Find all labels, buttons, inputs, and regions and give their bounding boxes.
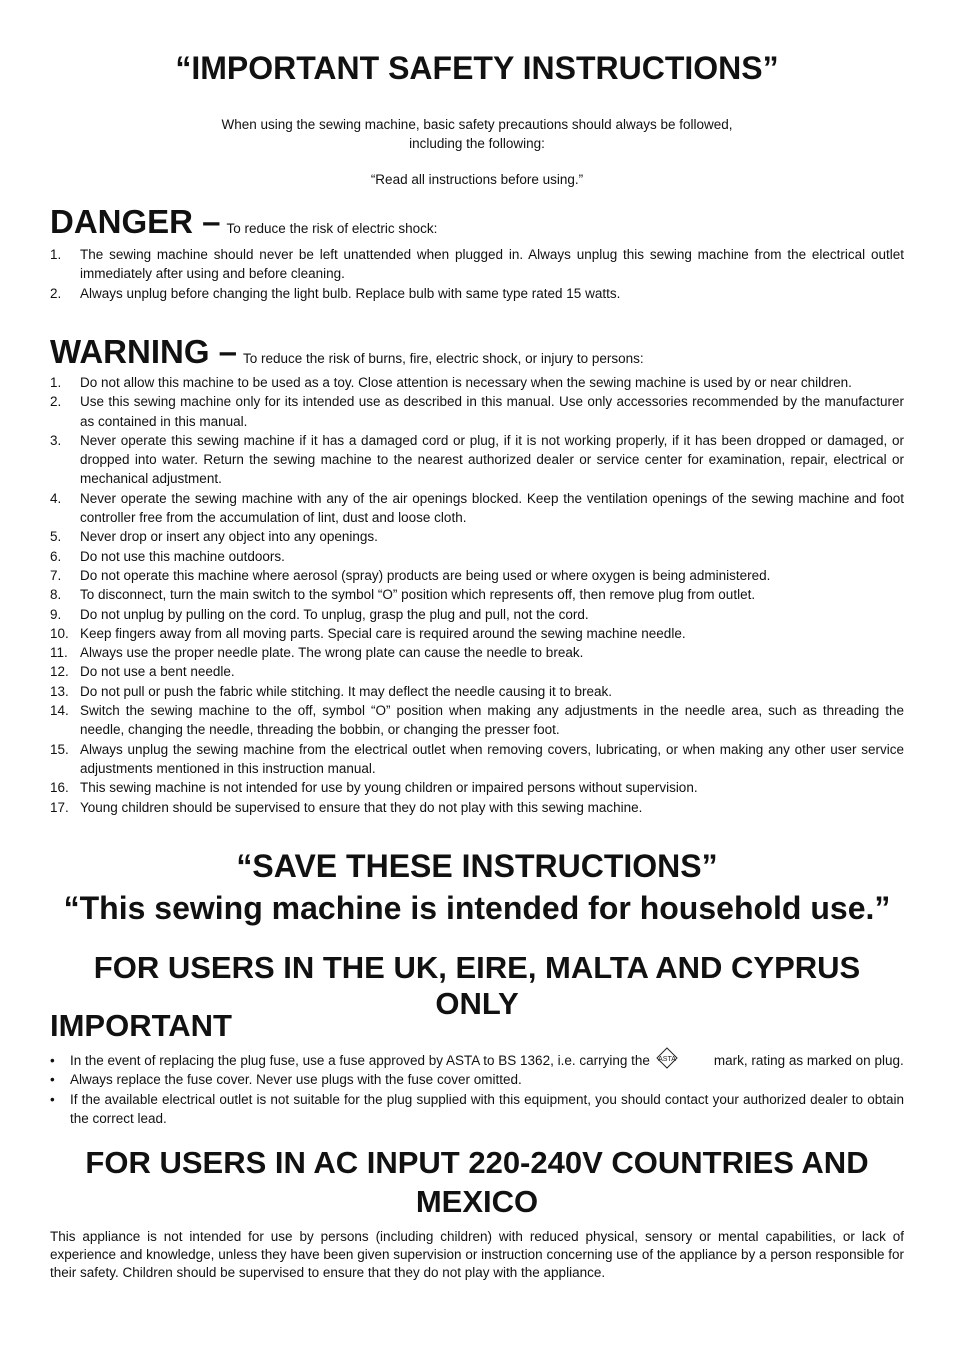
list-item [50, 682, 904, 701]
list-item [50, 1090, 904, 1129]
item-text: Never drop or insert any object into any openings. [80, 529, 378, 545]
intro-text [50, 115, 904, 153]
list-item [50, 527, 904, 546]
item-text: Switch the sewing machine to the off, symbol “O” position when making any adjustments in the needle area, such as threading the needle, changing the needle, threading the bobbin, or changing the presser foot. [80, 703, 904, 738]
item-text: Use this sewing machine only for its intended use as described in this manual. Use only accessories recommended by the manufacturer as contained in this manual. [80, 394, 904, 429]
item-text: Never operate this sewing machine if it has a damaged cord or plug, if it is not working properly, if it has been dropped or damaged, or dropped into water. Return the sewing machine to the nearest authorized dealer or service center for examination, repair, electrical or mechanical adjustment. [80, 432, 904, 487]
list-item [50, 431, 904, 489]
item-number: 2. [50, 394, 62, 410]
bullet-marker: • [50, 1091, 55, 1107]
item-number: 12. [50, 664, 69, 680]
list-item [50, 373, 904, 392]
item-number: 11. [50, 645, 68, 661]
item-number: 2. [50, 285, 62, 301]
save-heading: “SAVE THESE INSTRUCTIONS” [236, 848, 718, 884]
list-item [50, 1070, 904, 1089]
list-item [50, 778, 904, 797]
list-item [50, 624, 904, 643]
danger-heading [50, 203, 904, 241]
item-text: Do not pull or push the fabric while stitching. It may deflect the needle causing it to break. [80, 683, 613, 699]
bullet-text: Always replace the fuse cover. Never use plugs with the fuse cover omitted. [70, 1072, 522, 1088]
list-item [50, 566, 904, 585]
ac-text: This appliance is not intended for use by persons (including children) with reduced physical, sensory or mental capabilities, or lack of experience and knowledge, unless they have been given supervision or instruction concerning use of the appliance by a person responsible for their safety. Children should be supervised to ensure that they do not play with the appliance. [50, 1229, 904, 1280]
item-number: 4. [50, 490, 62, 506]
danger-subheading: To reduce the risk of electric shock: [226, 221, 438, 236]
svg-text:ASTA: ASTA [657, 1056, 676, 1064]
page-title: “IMPORTANT SAFETY INSTRUCTIONS” [175, 50, 779, 86]
item-text: Do not unplug by pulling on the cord. To unplug, grasp the plug and pull, not the cord. [80, 606, 589, 622]
list-item [50, 392, 904, 431]
item-text: Do not operate this machine where aerosol (spray) products are being used or where oxygen is being administered. [80, 567, 771, 583]
item-text: This sewing machine is not intended for use by young children or impaired persons without supervision. [80, 780, 698, 796]
household-heading: “This sewing machine is intended for household use.” [63, 890, 891, 926]
uk-bullets [50, 1051, 904, 1128]
item-number: 1. [50, 247, 62, 262]
bullet-text-after: mark, rating as marked on plug. [713, 1053, 904, 1068]
item-text: Never operate the sewing machine with any of the air openings blocked. Keep the ventilation openings of the sewing machine and foot controller free from the accumulation of lint, dust and loose cloth. [80, 490, 904, 526]
list-item [50, 605, 904, 624]
important-heading: IMPORTANT [50, 1008, 232, 1043]
item-text: Young children should be supervised to ensure that they do not play with this sewing machine. [80, 799, 643, 815]
intro-line-1: When using the sewing machine, basic safety precautions should always be followed, [221, 117, 733, 132]
list-item [50, 245, 904, 284]
uk-heading: FOR USERS IN THE UK, EIRE, MALTA AND CYPRUS ONLY [93, 950, 861, 1021]
danger-label: DANGER – [50, 203, 221, 240]
intro-line-2: including the following: [409, 136, 545, 151]
warning-list [50, 373, 904, 817]
asta-mark-icon [656, 1047, 678, 1069]
item-text: Do not allow this machine to be used as a toy. Close attention is necessary when the sewing machine is used by or near children. [80, 375, 852, 390]
bullet-text-before: In the event of replacing the plug fuse, use a fuse approved by ASTA to BS 1362, i.e. carrying the [70, 1053, 650, 1068]
item-number: 1. [50, 375, 62, 390]
list-item [50, 284, 904, 303]
bullet-marker: • [50, 1072, 55, 1088]
bullet-text: If the available electrical outlet is not suitable for the plug supplied with this equipment, you should contact your authorized dealer to obtain the correct lead. [70, 1091, 904, 1126]
list-item [50, 701, 904, 740]
warning-heading [50, 333, 904, 371]
item-number: 5. [50, 529, 62, 545]
item-text: Always use the proper needle plate. The wrong plate can cause the needle to break. [80, 645, 584, 661]
item-text: Do not use this machine outdoors. [80, 548, 285, 564]
item-number: 14. [50, 703, 69, 719]
item-number: 7. [50, 567, 62, 583]
item-text: Always unplug the sewing machine from the electrical outlet when removing covers, lubricating, or when making any other user service adjustments mentioned in this instruction manual. [80, 741, 904, 776]
read-all-note: “Read all instructions before using.” [370, 172, 584, 187]
item-text: Always unplug before changing the light bulb. Replace bulb with same type rated 15 watts. [80, 285, 621, 301]
list-item [50, 585, 904, 604]
list-item [50, 1051, 904, 1070]
ac-heading: FOR USERS IN AC INPUT 220-240V COUNTRIES AND MEXICO [85, 1145, 869, 1219]
list-item [50, 798, 904, 817]
warning-subheading: To reduce the risk of burns, fire, electric shock, or injury to persons: [243, 351, 644, 366]
item-text: To disconnect, turn the main switch to the symbol “O” position which represents off, then remove plug from outlet. [80, 587, 756, 603]
item-number: 9. [50, 606, 62, 622]
list-item [50, 662, 904, 681]
item-text: Do not use a bent needle. [80, 664, 235, 680]
bullet-marker: • [50, 1053, 55, 1068]
item-number: 10. [50, 625, 69, 641]
item-number: 16. [50, 780, 69, 796]
list-item [50, 643, 904, 662]
item-number: 3. [50, 432, 62, 448]
danger-list [50, 245, 904, 303]
list-item [50, 547, 904, 566]
item-number: 8. [50, 587, 62, 603]
item-number: 13. [50, 683, 69, 699]
item-number: 17. [50, 799, 69, 815]
list-item [50, 489, 904, 528]
item-number: 6. [50, 548, 62, 564]
list-item [50, 740, 904, 779]
item-number: 15. [50, 741, 69, 757]
item-text: Keep fingers away from all moving parts. Special care is required around the sewing machine needle. [80, 625, 686, 641]
item-text: The sewing machine should never be left unattended when plugged in. Always unplug this sewing machine from the electrical outlet immediately after using and before cleaning. [80, 247, 904, 282]
warning-label: WARNING – [50, 333, 238, 370]
